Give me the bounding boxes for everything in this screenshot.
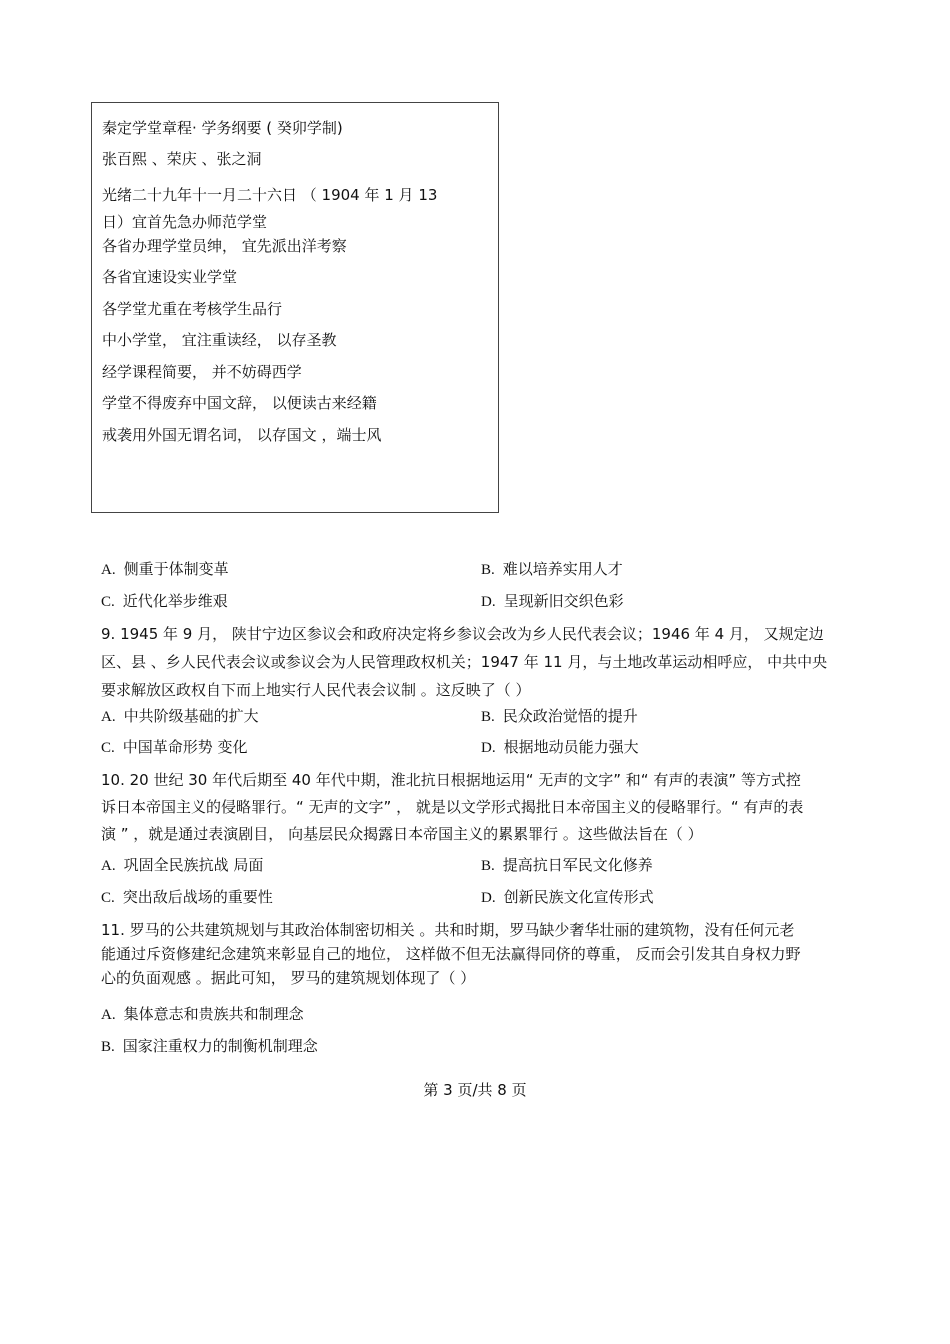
box-line-date: 光绪二十九年十一月二十六日 （ 1904 年 1 月 13 — [102, 186, 438, 204]
q8-option-a[interactable]: A. 侧重于体制变革 — [101, 560, 229, 578]
q10-option-b[interactable]: B. 提高抗日军民文化修养 — [481, 856, 653, 874]
box-line-date-cont: 日）宜首先急办师范学堂 — [102, 213, 268, 231]
q8-option-c[interactable]: C. 近代化举步维艰 — [101, 592, 228, 610]
q10-stem-line: 诉日本帝国主义的侵略罪行。“ 无声的文字” ， 就是以文学形式揭批日本帝国主义的侵略罪行。“ 有声的表 — [101, 798, 804, 816]
page-footer: 第 3 页/共 8 页 — [423, 1081, 527, 1099]
box-line-title: 秦定学堂章程· 学务纲要 ( 癸卯学制) — [102, 119, 343, 137]
source-table-box — [91, 102, 499, 513]
q9-option-b[interactable]: B. 民众政治觉悟的提升 — [481, 707, 638, 725]
box-line: 各学堂尤重在考核学生品行 — [102, 300, 283, 318]
box-line: 各省宜速设实业学堂 — [102, 268, 238, 286]
box-line: 中小学堂， 宜注重读经， 以存圣教 — [102, 331, 337, 349]
box-line: 戒袭用外国无谓名词， 以存国文 ，端士风 — [102, 426, 382, 444]
q11-stem-line: 11. 罗马的公共建筑规划与其政治体制密切相关 。共和时期，罗马缺少奢华壮丽的建筑物，没有任何元老 — [101, 921, 795, 939]
q11-option-a[interactable]: A. 集体意志和贵族共和制理念 — [101, 1005, 304, 1023]
q9-option-c[interactable]: C. 中国革命形势 变化 — [101, 738, 248, 756]
q11-stem-line: 心的负面观感 。据此可知， 罗马的建筑规划体现了（ ） — [101, 969, 476, 987]
box-line: 经学课程简要， 并不妨碍西学 — [102, 363, 302, 381]
q10-option-c[interactable]: C. 突出敌后战场的重要性 — [101, 888, 273, 906]
q11-option-b[interactable]: B. 国家注重权力的制衡机制理念 — [101, 1037, 318, 1055]
box-line-authors: 张百熙 、荣庆 、张之洞 — [102, 150, 262, 168]
q9-option-d[interactable]: D. 根据地动员能力强大 — [481, 738, 639, 756]
q8-option-d[interactable]: D. 呈现新旧交织色彩 — [481, 592, 624, 610]
q10-stem-line: 演 ” ，就是通过表演剧目， 向基层民众揭露日本帝国主义的累累罪行 。这些做法旨在（ ） — [101, 825, 703, 843]
q11-stem-line: 能通过斥资修建纪念建筑来彰显自己的地位， 这样做不但无法赢得同侪的尊重， 反而会引发其自身权力野 — [101, 945, 801, 963]
q9-option-a[interactable]: A. 中共阶级基础的扩大 — [101, 707, 259, 725]
box-line: 各省办理学堂员绅， 宜先派出洋考察 — [102, 237, 347, 255]
q10-option-a[interactable]: A. 巩固全民族抗战 局面 — [101, 856, 264, 874]
q10-option-d[interactable]: D. 创新民族文化宣传形式 — [481, 888, 654, 906]
q9-stem-line: 要求解放区政权自下而上地实行人民代表会议制 。这反映了（ ） — [101, 681, 531, 699]
q8-option-b[interactable]: B. 难以培养实用人才 — [481, 560, 623, 578]
q9-stem-line: 9. 1945 年 9 月， 陕甘宁边区参议会和政府决定将乡参议会改为乡人民代表会议；1946 年 4 月， 又规定边 — [101, 625, 824, 643]
box-line: 学堂不得废弃中国文辞， 以便读古来经籍 — [102, 394, 377, 412]
q10-stem-line: 10. 20 世纪 30 年代后期至 40 年代中期，淮北抗日根据地运用“ 无声的文字” 和“ 有声的表演” 等方式控 — [101, 771, 801, 789]
q9-stem-line: 区、县 、乡人民代表会议或参议会为人民管理政权机关；1947 年 11 月，与土地改革运动相呼应， 中共中央 — [101, 653, 828, 671]
